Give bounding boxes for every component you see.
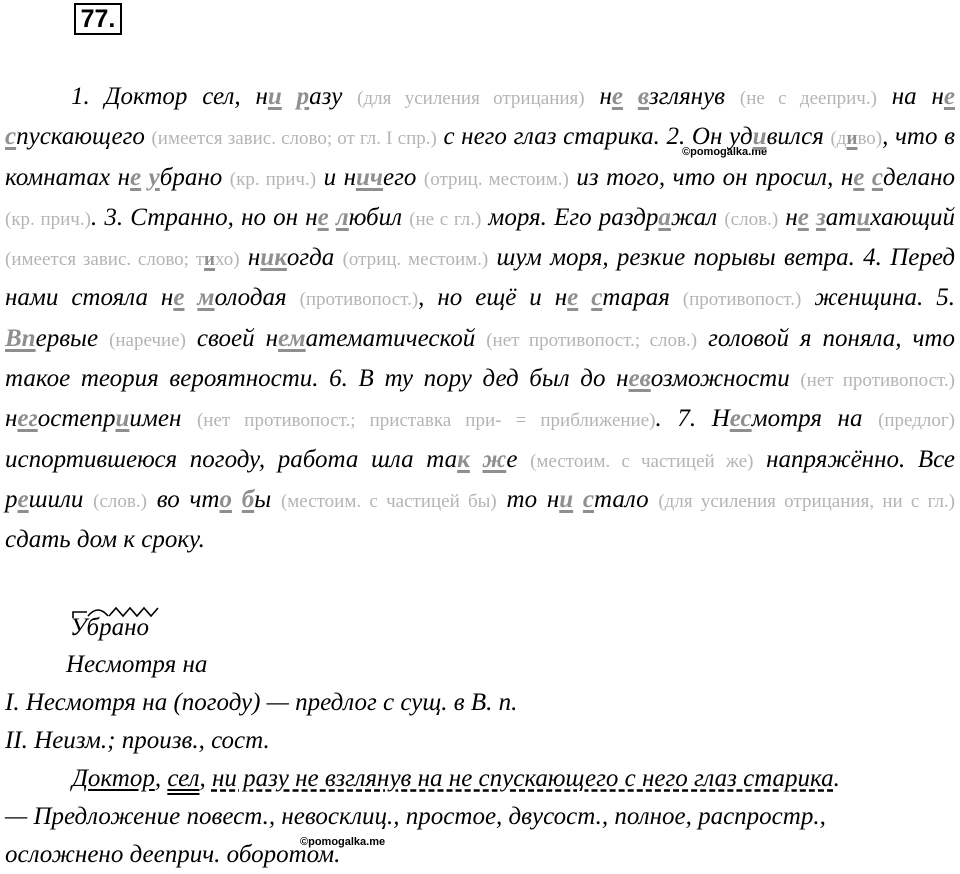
analysis-line-2: II. Неизм.; произв., сост. bbox=[5, 727, 270, 754]
highlighted-letter: с bbox=[871, 163, 883, 191]
highlighted-letter: е bbox=[943, 83, 956, 110]
highlighted-letter: е bbox=[853, 163, 865, 191]
highlighted-letter: и bbox=[846, 128, 858, 150]
highlighted-letter: ег bbox=[17, 405, 38, 433]
text-fragment: атематической bbox=[305, 324, 487, 352]
watermark: ©pomogalka.me bbox=[682, 146, 768, 158]
text-fragment bbox=[809, 204, 816, 231]
text-fragment bbox=[573, 486, 583, 513]
text-fragment: 1. Доктор сел, н bbox=[71, 83, 268, 110]
text-fragment: жал bbox=[670, 203, 725, 231]
sentence-separator: , bbox=[199, 765, 212, 792]
highlighted-letter: м bbox=[197, 284, 215, 312]
text-fragment: делано bbox=[882, 163, 956, 191]
morpheme-word: Убрано bbox=[70, 614, 149, 641]
grammar-note: (нет противопост.; слов.) bbox=[486, 329, 698, 351]
text-fragment: моря. Его раздр bbox=[481, 203, 659, 231]
text-fragment bbox=[329, 204, 336, 231]
text-fragment: огда bbox=[286, 244, 343, 272]
grammar-note: (кр. прич.) bbox=[5, 208, 91, 230]
highlighted-letter: о bbox=[219, 485, 232, 513]
text-fragment: шили bbox=[28, 485, 94, 513]
text-fragment: ат bbox=[825, 203, 857, 231]
characteristic-line-1: — Предложение повест., невосклиц., простое, двусост., полное, распростр., bbox=[5, 803, 826, 830]
sentence-subject: Доктор bbox=[72, 765, 155, 792]
text-fragment: н bbox=[239, 244, 261, 272]
exercise-text bbox=[5, 78, 955, 560]
highlighted-letter: з bbox=[816, 203, 826, 231]
highlighted-letter: л bbox=[335, 203, 349, 231]
text-fragment: н bbox=[778, 203, 798, 231]
text-fragment: мотря на bbox=[751, 405, 879, 433]
text-fragment: головой я поняла, что такое теория вероятности. 6. В ту пору дед был до н bbox=[5, 324, 955, 393]
grammar-note: (отриц. местоим.) bbox=[342, 249, 489, 271]
highlighted-letter: и bbox=[115, 405, 130, 433]
sentence-separator: , bbox=[154, 765, 168, 792]
text-fragment bbox=[282, 83, 297, 110]
text-fragment: озможности bbox=[650, 365, 801, 393]
text-fragment: из того, что он просил, н bbox=[568, 163, 854, 191]
highlighted-letter: с bbox=[5, 123, 17, 151]
highlighted-letter: е bbox=[797, 203, 809, 231]
grammar-note: (слов.) bbox=[724, 208, 779, 230]
text-fragment bbox=[864, 164, 872, 191]
text-fragment: женщина. 5. bbox=[801, 284, 956, 312]
highlighted-letter: ич bbox=[356, 163, 384, 191]
text-fragment bbox=[184, 284, 197, 311]
grammar-note: (кр. прич.) bbox=[229, 168, 317, 190]
analysis-word: Несмотря на bbox=[66, 651, 208, 678]
highlighted-letter: с bbox=[582, 485, 595, 513]
text-fragment: имен bbox=[129, 405, 197, 433]
text-fragment: юбил bbox=[348, 203, 410, 231]
highlighted-letter: е bbox=[130, 163, 142, 191]
grammar-note: (имеется завис. слово; от гл. I спр.) bbox=[151, 128, 437, 150]
text-fragment: тало bbox=[594, 485, 659, 513]
highlighted-letter: е bbox=[17, 485, 29, 513]
text-fragment: с него глаз старика. 2. Он уд bbox=[436, 123, 753, 151]
sentence-predicate: сел bbox=[167, 765, 200, 792]
characteristic-line-2: осложнено дееприч. оборотом. bbox=[5, 841, 341, 868]
text-fragment: во чт bbox=[146, 485, 220, 513]
highlighted-letter: ем bbox=[278, 324, 306, 352]
text-fragment: н bbox=[5, 405, 18, 433]
highlighted-letter: и bbox=[267, 83, 282, 110]
text-fragment: напряжённо. Все р bbox=[5, 445, 956, 513]
grammar-note: (нет противопост.) bbox=[800, 370, 955, 392]
text-fragment bbox=[141, 164, 149, 191]
text-fragment: сдать дом к сроку. bbox=[5, 526, 205, 554]
text-fragment: пускающего bbox=[16, 123, 152, 151]
text-fragment: тарая bbox=[602, 284, 683, 312]
highlighted-letter: к bbox=[457, 445, 470, 473]
highlighted-letter: у bbox=[148, 163, 160, 191]
grammar-note: (не с гл.) bbox=[409, 208, 482, 230]
grammar-note: хо) bbox=[215, 249, 240, 271]
exercise-number: 77. bbox=[74, 3, 122, 35]
text-fragment: испортившеюся погоду, работа шла та bbox=[5, 445, 458, 473]
grammar-note: (отриц. местоим.) bbox=[423, 168, 569, 190]
highlighted-letter: и bbox=[559, 485, 574, 513]
text-fragment: своей н bbox=[185, 324, 279, 352]
grammar-note: (противопост.) bbox=[299, 289, 419, 311]
grammar-note: во) bbox=[857, 128, 883, 150]
highlighted-letter: б bbox=[241, 485, 255, 513]
highlighted-letter: е bbox=[173, 284, 185, 312]
analysis-line-1: I. Несмотря на (погоду) — предлог с сущ. в В. п. bbox=[5, 689, 518, 716]
text-fragment: и н bbox=[316, 163, 356, 191]
highlighted-letter: ес bbox=[729, 405, 752, 433]
text-fragment: его bbox=[383, 163, 424, 191]
text-fragment: ервые bbox=[35, 324, 110, 352]
text-fragment: , но ещё и н bbox=[418, 284, 568, 312]
grammar-note: (имеется завис. слово; т bbox=[5, 249, 205, 271]
grammar-note: (нет противопост.; приставка при- = приближение) bbox=[196, 410, 656, 432]
parsed-sentence bbox=[72, 765, 840, 793]
text-fragment: хающий bbox=[870, 203, 956, 231]
text-fragment: , что в комнатах н bbox=[5, 123, 955, 191]
grammar-note: (для усиления отрицания, ни с гл.) bbox=[658, 490, 956, 512]
highlighted-letter: и bbox=[856, 203, 871, 231]
text-fragment: н bbox=[584, 83, 612, 110]
sentence-adverbial: ни разу не взглянув на не спускающего с него глаз старика bbox=[211, 765, 834, 792]
text-fragment bbox=[623, 83, 638, 110]
highlighted-letter: и bbox=[204, 249, 215, 271]
text-fragment: . 7. Н bbox=[655, 405, 730, 433]
grammar-note: (для усиления отрицания) bbox=[357, 88, 585, 109]
text-fragment: вился bbox=[766, 123, 831, 151]
grammar-note: (предлог) bbox=[878, 410, 956, 432]
text-fragment: остепр bbox=[37, 405, 116, 433]
grammar-note: (д bbox=[830, 128, 847, 150]
grammar-note: (слов.) bbox=[93, 490, 147, 512]
highlighted-letter: р bbox=[296, 83, 310, 110]
grammar-note: (местоим. с частицей же) bbox=[530, 450, 754, 472]
highlighted-letter: ик bbox=[260, 244, 287, 272]
grammar-note: (противопост.) bbox=[682, 289, 802, 311]
highlighted-letter: в bbox=[637, 83, 649, 110]
text-fragment: . 3. Странно, но он н bbox=[90, 203, 318, 231]
text-fragment: брано bbox=[159, 163, 230, 191]
text-fragment: ы bbox=[254, 485, 281, 513]
text-fragment bbox=[470, 446, 483, 473]
highlighted-letter: е bbox=[567, 284, 579, 312]
grammar-note: (местоим. с частицей бы) bbox=[280, 490, 497, 512]
text-fragment: зглянув bbox=[648, 83, 740, 110]
highlighted-letter: а bbox=[658, 203, 671, 231]
highlighted-letter: е bbox=[611, 83, 623, 110]
highlighted-letter: ж bbox=[482, 445, 507, 473]
highlighted-letter: Вп bbox=[5, 324, 36, 352]
watermark: ©pomogalka.me bbox=[300, 836, 386, 848]
highlighted-letter: ев bbox=[628, 365, 651, 393]
text-fragment bbox=[578, 284, 591, 311]
sentence-end: . bbox=[833, 765, 840, 792]
grammar-note: (наречие) bbox=[109, 329, 186, 351]
text-fragment: то н bbox=[496, 485, 560, 513]
text-fragment bbox=[232, 486, 242, 513]
grammar-note: (не с дееприч.) bbox=[739, 88, 877, 109]
text-fragment: на н bbox=[876, 83, 944, 110]
text-fragment: азу bbox=[309, 83, 358, 110]
text-fragment: е bbox=[506, 445, 531, 473]
highlighted-letter: е bbox=[317, 203, 329, 231]
highlighted-letter: и bbox=[752, 123, 767, 151]
highlighted-letter: с bbox=[591, 284, 603, 312]
text-fragment: олодая bbox=[214, 284, 300, 312]
text-fragment: шум моря, резкие порывы ветра. 4. Перед нами стояла н bbox=[5, 244, 955, 312]
